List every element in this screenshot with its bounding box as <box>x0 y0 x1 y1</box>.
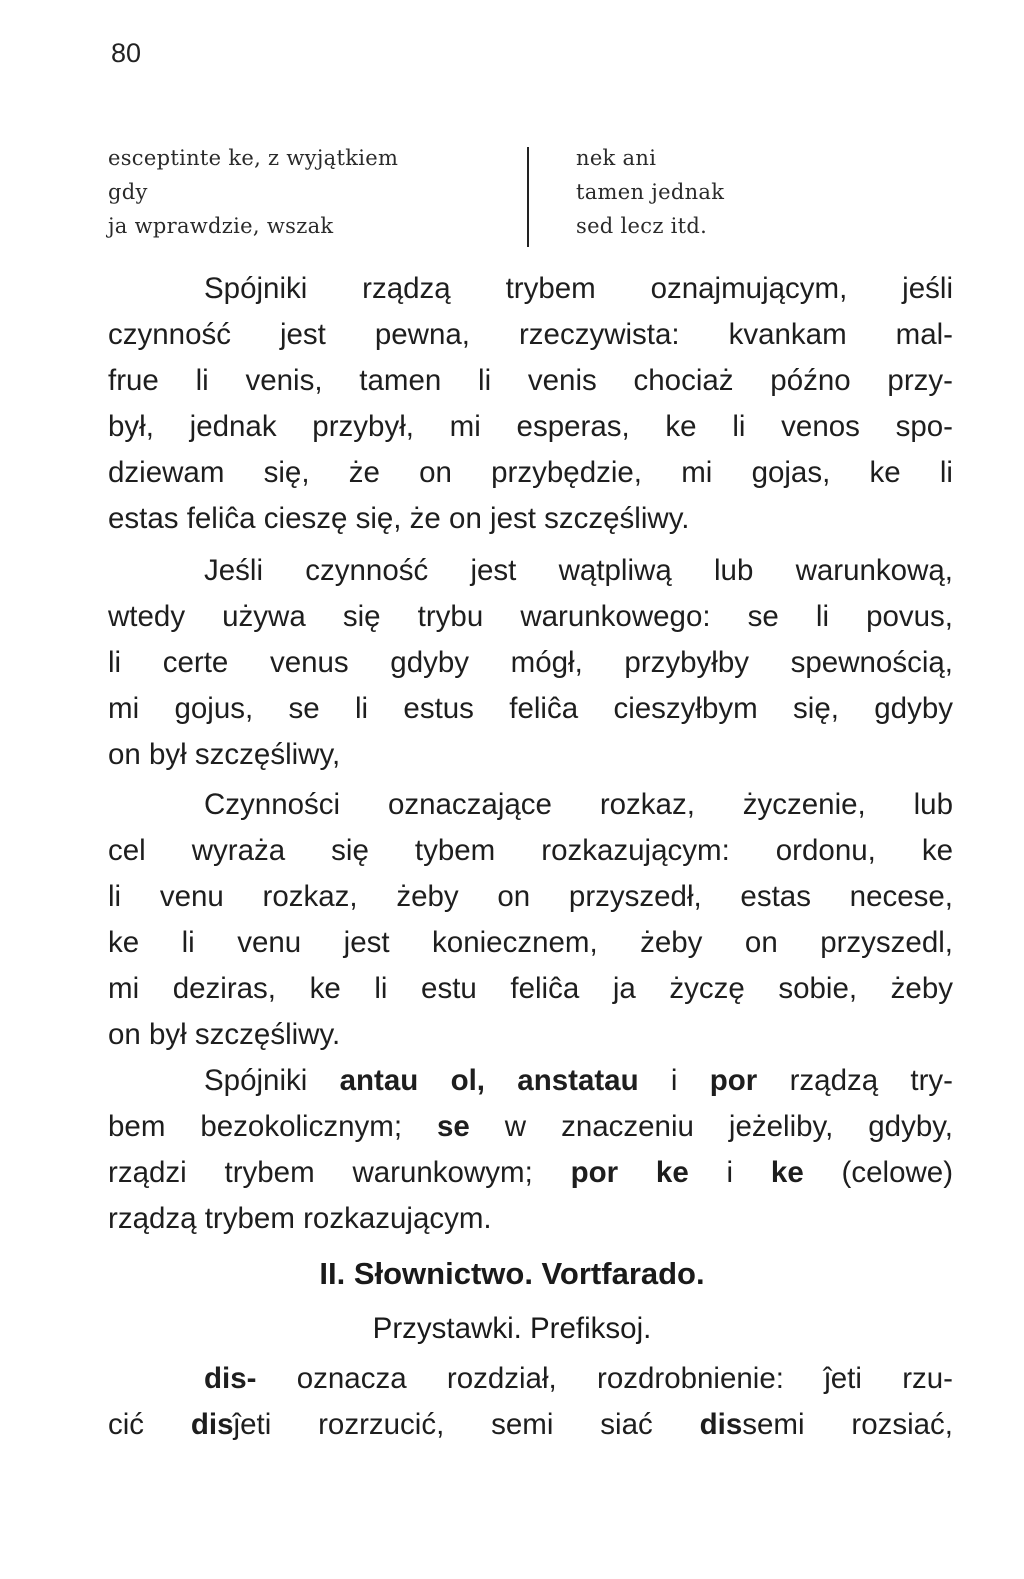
vocab-entry: esceptinte ke, z wyjątkiem <box>108 146 399 170</box>
paragraph-conditional <box>108 548 953 778</box>
text-line <box>108 1356 953 1402</box>
text-line: cel wyraża się tybem rozkazującym: ordonu, ke <box>108 834 953 867</box>
keyword: por <box>709 1064 758 1097</box>
prefix-keyword: dis <box>699 1408 743 1441</box>
text-span: semi rozsiać, <box>742 1408 954 1441</box>
text-line <box>108 1104 953 1150</box>
text-line: czynność jest pewna, rzeczywista: kvankam mal- <box>108 318 953 351</box>
text-span: w znaczeniu jeżeliby, gdyby, <box>469 1110 953 1143</box>
text-line: rządzą trybem rozkazującym. <box>108 1202 492 1235</box>
text-span <box>485 1064 517 1097</box>
text-line: on był szczęśliwy. <box>108 1018 341 1051</box>
text-line: li certe venus gdyby mógł, przybyłby spewnością, <box>108 646 953 679</box>
text-line: wtedy używa się trybu warunkowego: se li povus, <box>108 600 953 633</box>
text-span: rządzą try- <box>757 1064 954 1097</box>
text-line: dziewam się, że on przybędzie, mi gojas, ke li <box>108 456 953 489</box>
vocab-entry: gdy <box>108 180 148 204</box>
text-line: frue li venis, tamen li venis chociaż późno przy- <box>108 364 953 397</box>
text-line <box>108 1402 953 1448</box>
text-line: Spójniki rządzą trybem oznajmującym, jeśli <box>204 272 953 305</box>
text-span: i <box>688 1156 771 1189</box>
prefix-dis-entry <box>108 1356 953 1448</box>
text-span: Spójniki <box>204 1064 340 1097</box>
prefix-keyword: dis- <box>204 1362 257 1395</box>
text-line: mi gojus, se li estus feliĉa cieszyłbym się, gdyby <box>108 692 953 725</box>
text-line: on był szczęśliwy, <box>108 738 341 771</box>
text-span: oznacza rozdział, rozdrobnienie: ĵeti rzu- <box>256 1362 953 1395</box>
text-line: mi deziras, ke li estu feliĉa ja życzę sobie, żeby <box>108 972 953 1005</box>
section-subheading: Przystawki. Prefiksoj. <box>372 1312 652 1345</box>
text-line: Jeśli czynność jest wątpliwą lub warunkową, <box>204 554 953 587</box>
prefix-keyword: dis <box>190 1408 234 1441</box>
paragraph-indicative <box>108 266 953 542</box>
text-line: był, jednak przybył, mi esperas, ke li venos spo- <box>108 410 953 443</box>
text-span: (celowe) <box>803 1156 954 1189</box>
vocabulary-table <box>0 141 1024 247</box>
keyword: se <box>437 1110 470 1143</box>
vocab-column-left <box>108 141 398 243</box>
keyword: anstatau <box>517 1064 639 1097</box>
vocab-entry: sed lecz itd. <box>576 214 708 238</box>
paragraph-imperative <box>108 782 953 1058</box>
text-line: li venu rozkaz, żeby on przyszedł, estas necese, <box>108 880 953 913</box>
text-span: ĵeti rozrzucić, semi siać <box>233 1408 700 1441</box>
vocab-entry: ja wprawdzie, wszak <box>108 214 334 238</box>
text-line: ke li venu jest koniecznem, żeby on przyszedl, <box>108 926 953 959</box>
text-line: Czynności oznaczające rozkaz, życzenie, lub <box>204 788 953 821</box>
vocab-entry: nek ani <box>576 146 657 170</box>
vocab-entry: tamen jednak <box>576 180 725 204</box>
column-divider <box>527 147 529 247</box>
keyword: antau ol, <box>339 1064 485 1097</box>
page-number: 80 <box>111 38 142 68</box>
section-heading: II. Słownictwo. Vortfarado. <box>319 1256 705 1291</box>
text-line: estas feliĉa cieszę się, że on jest szczęśliwy. <box>108 502 690 535</box>
text-line <box>108 1058 953 1104</box>
keyword: ke <box>770 1156 804 1189</box>
text-span: cić <box>108 1408 191 1441</box>
paragraph-infinitive <box>108 1058 953 1242</box>
text-span: i <box>638 1064 710 1097</box>
text-span: rządzi trybem warunkowym; <box>108 1156 571 1189</box>
vocab-column-right <box>576 141 724 243</box>
text-line <box>108 1150 953 1196</box>
text-span: bem bezokolicznym; <box>108 1110 437 1143</box>
keyword: por ke <box>570 1156 689 1189</box>
